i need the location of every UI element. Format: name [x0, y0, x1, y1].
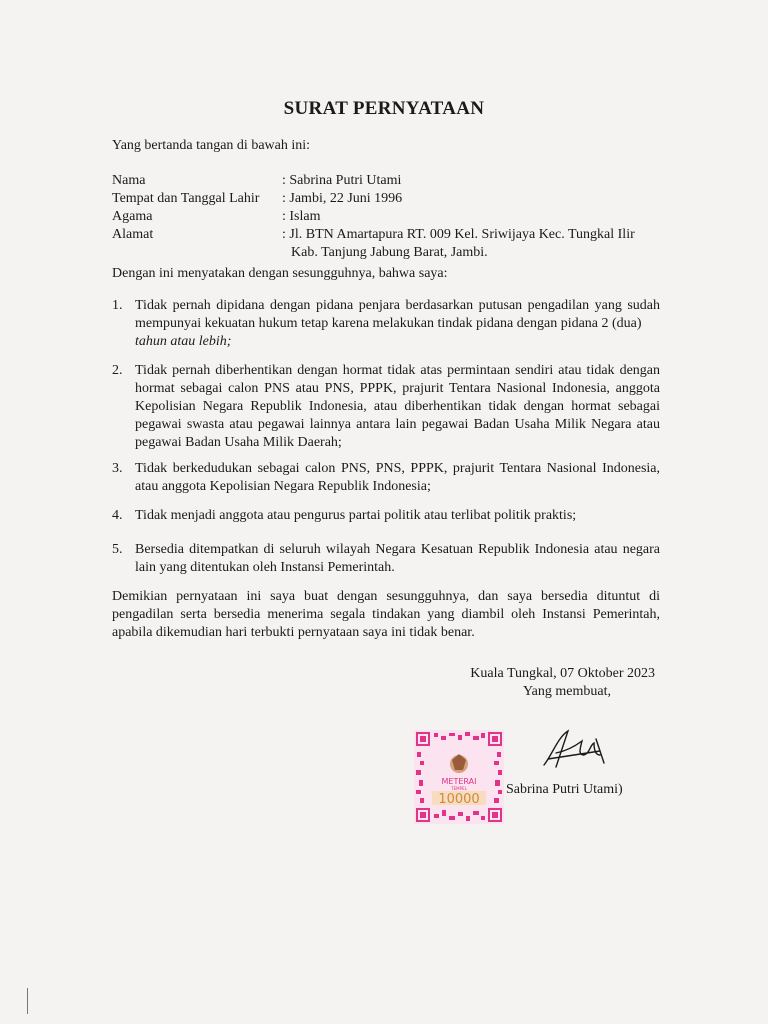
stamp-value: 10000 [438, 792, 480, 807]
item-number: 2. [112, 363, 123, 378]
identity-label: Tempat dan Tanggal Lahir [112, 191, 260, 206]
signature-icon [538, 725, 610, 773]
document-title: SURAT PERNYATAAN [283, 98, 485, 119]
identity-table [112, 172, 702, 262]
intro-text: Yang bertanda tangan di bawah ini: [112, 138, 311, 153]
statement-intro: Dengan ini menyatakan dengan sesungguhnya, bahwa saya: [112, 266, 448, 281]
stamp-label: METERAI [441, 777, 477, 786]
identity-label: Agama [112, 209, 153, 224]
item-text: Tidak berkedudukan sebagai calon PNS, PNS, PPPK, prajurit Tentara Nasional Indonesia, atau anggota Kepolisian Negara Republik Indonesia; [135, 461, 660, 494]
item-number: 1. [112, 298, 123, 313]
item-number: 3. [112, 461, 123, 476]
identity-value [282, 226, 702, 262]
place-date: Kuala Tungkal, 07 Oktober 2023 [470, 666, 655, 681]
list-item [112, 507, 660, 525]
item-text: Tidak menjadi anggota atau pengurus partai politik atau terlibat politik praktis; [135, 508, 577, 523]
identity-label: Alamat [112, 227, 154, 242]
list-item [112, 460, 660, 496]
item-text: Bersedia ditempatkan di seluruh wilayah Negara Kesatuan Republik Indonesia atau negara lain yang ditentukan oleh Instansi Pemerintah. [135, 542, 660, 575]
list-item [112, 362, 660, 452]
identity-row-birth [112, 190, 702, 208]
signer-name: Sabrina Putri Utami) [506, 782, 623, 797]
address-line-1: : Jl. BTN Amartapura RT. 009 Kel. Sriwijaya Kec. Tungkal Ilir [282, 227, 635, 242]
closing-paragraph: Demikian pernyataan ini saya buat dengan sesungguhnya, dan saya bersedia dituntut di pengadilan serta bersedia menerima segala tindakan yang diambil oleh Instansi Pemerintah, apabila dikemudian hari terbukti pernyataan saya ini tidak benar. [112, 589, 660, 640]
item-text: Tidak pernah dipidana dengan pidana penjara berdasarkan putusan pengadilan yang sudah mempunyai kekuatan hukum tetap karena melakukan tindak pidana dengan pidana 2 (dua) [135, 298, 660, 331]
item-number: 5. [112, 542, 123, 557]
item-text: Tidak pernah diberhentikan dengan hormat tidak atas permintaan sendiri atau tidak dengan hormat sebagai calon PNS atau PNS, PPPK, prajurit Tentara Nasional Indonesia, anggota Kepolisian Negara Republik Indonesia, atau diberhentikan tidak dengan hormat sebagai pegawai swasta atau pegawai lainnya antara lain pegawai Badan Usaha Milik Negara atau pegawai Badan Usaha Milik Daerah; [135, 363, 660, 450]
identity-value: : Islam [282, 209, 321, 224]
identity-row-address [112, 226, 702, 262]
stamp-graphic [414, 730, 504, 824]
margin-mark [27, 988, 28, 1014]
identity-value: : Sabrina Putri Utami [282, 173, 402, 188]
list-item [112, 297, 660, 351]
meterai-stamp [414, 730, 504, 824]
item-number: 4. [112, 508, 123, 523]
identity-row-religion [112, 208, 702, 226]
identity-value: : Jambi, 22 Juni 1996 [282, 191, 403, 206]
address-line-2: Kab. Tanjung Jabung Barat, Jambi. [291, 245, 488, 260]
signer-role: Yang membuat, [522, 684, 611, 699]
item-text-italic: tahun atau lebih; [135, 334, 232, 349]
identity-row-name [112, 172, 702, 190]
list-item [112, 541, 660, 577]
identity-label: Nama [112, 173, 146, 188]
stamp-sublabel: TEMPEL [451, 786, 467, 791]
